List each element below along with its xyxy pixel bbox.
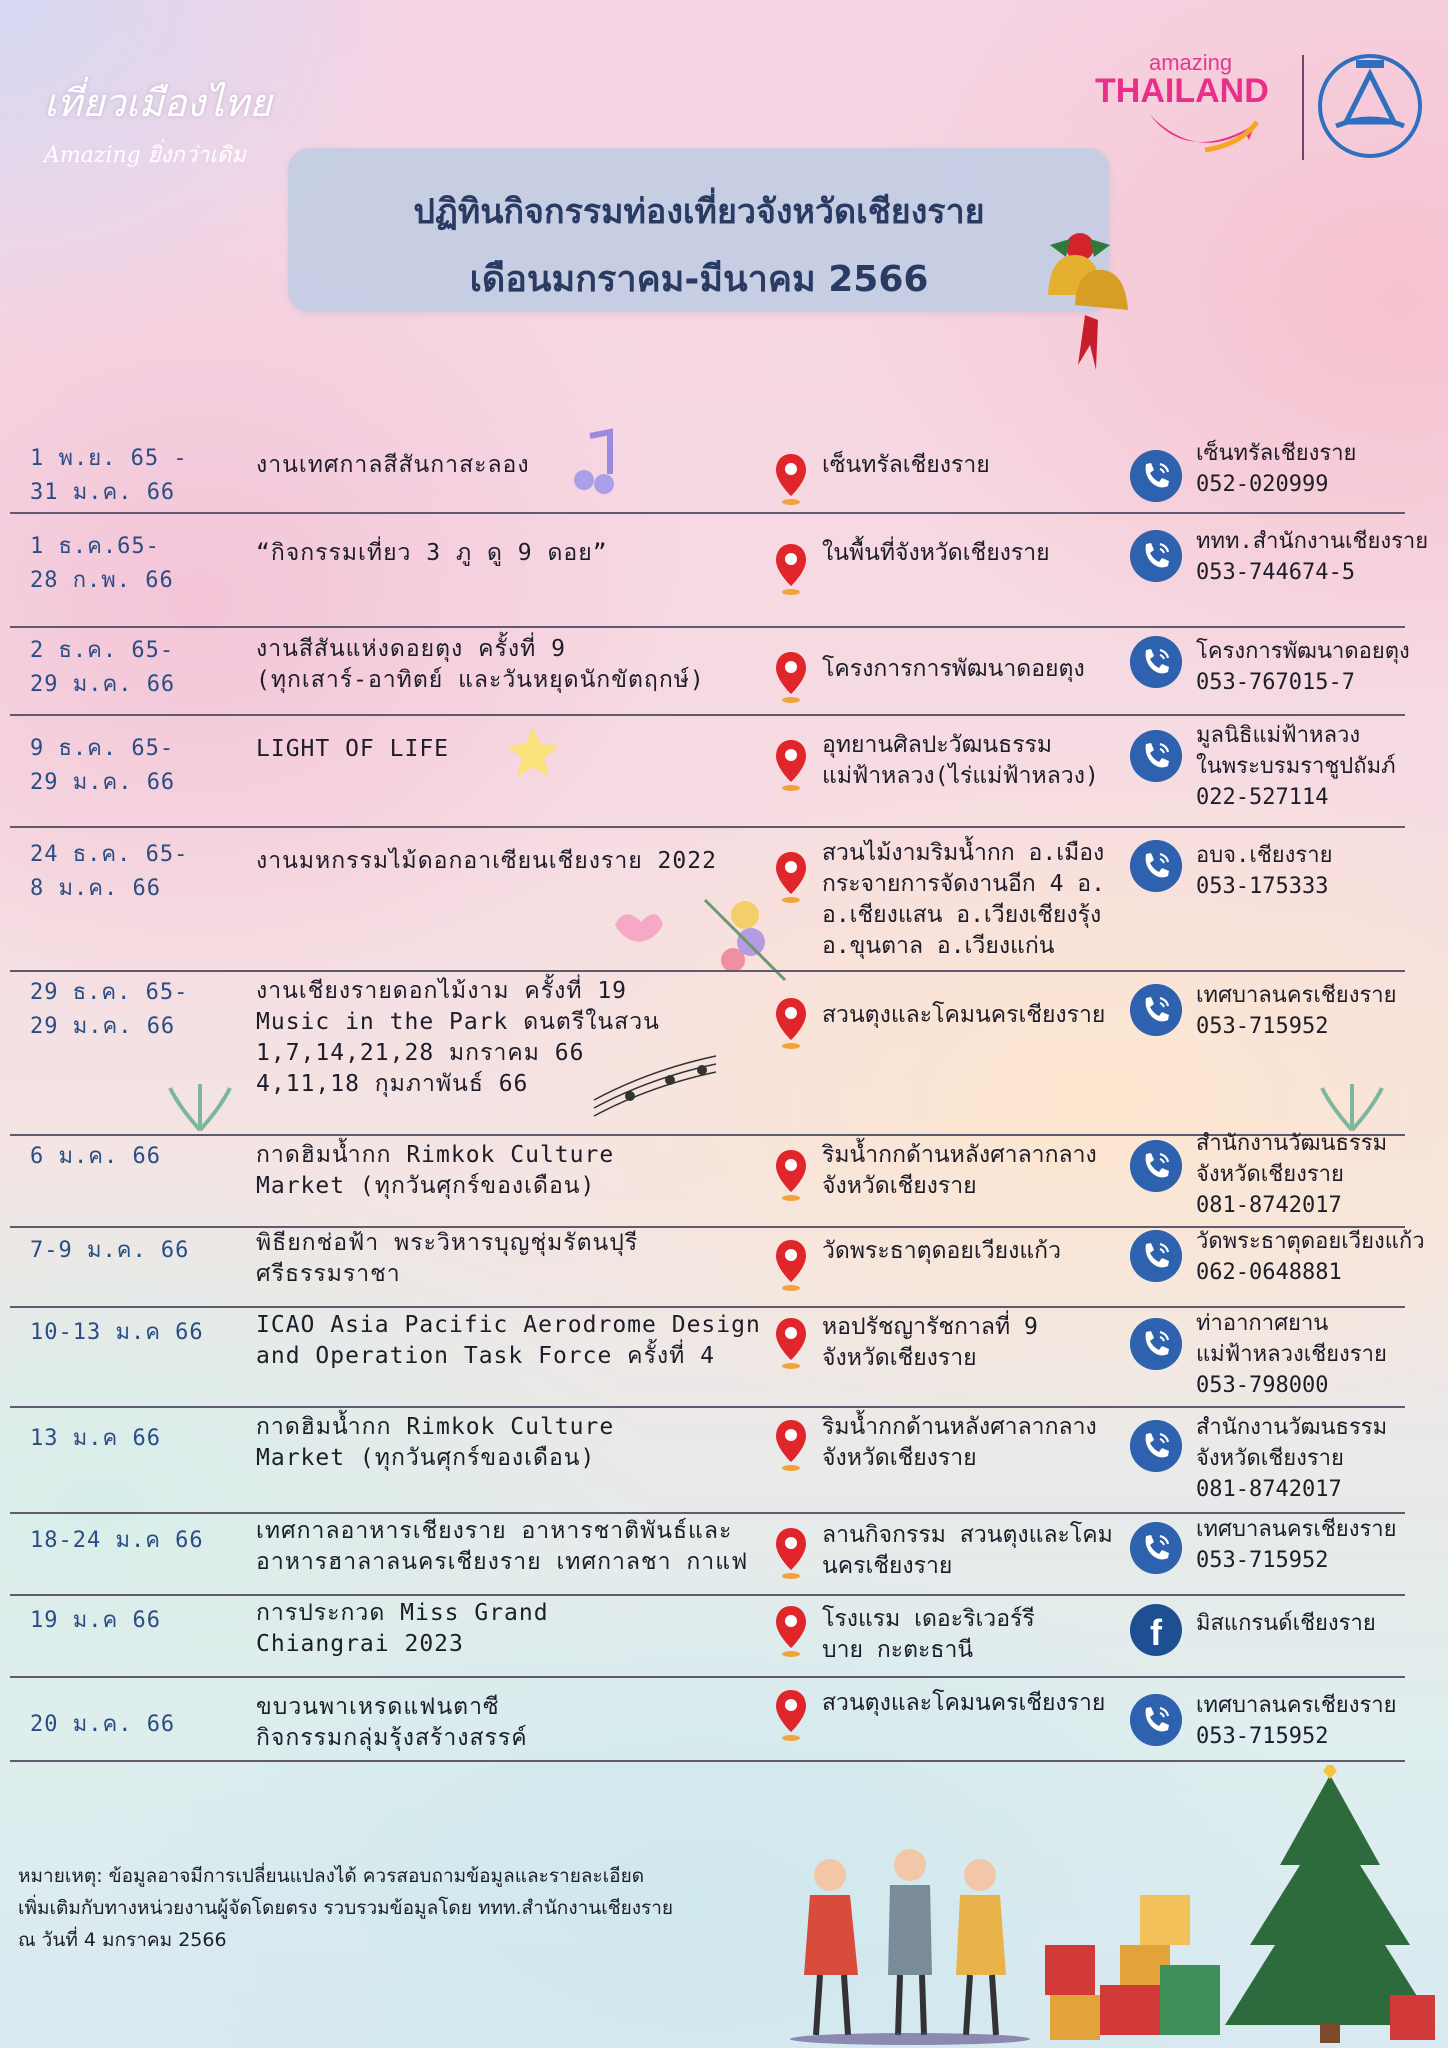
location-pin-icon [774, 996, 808, 1052]
phone-icon[interactable] [1130, 1522, 1182, 1574]
event-row [0, 976, 1397, 1134]
phone-icon[interactable] [1130, 730, 1182, 782]
row-divider [10, 1760, 1405, 1762]
event-date: 20 ม.ค. 66 [30, 1712, 176, 1737]
location-pin-icon [774, 1148, 808, 1204]
row-divider [10, 512, 1405, 514]
event-date: 24 ธ.ค. 65- 8 ม.ค. 66 [30, 842, 189, 901]
event-date: 6 ม.ค. 66 [30, 1144, 161, 1169]
row-divider [10, 970, 1405, 972]
event-row [0, 1131, 1388, 1226]
phone-icon[interactable] [1130, 984, 1182, 1036]
location-pin-icon [774, 1604, 808, 1660]
event-name: งานเทศกาลสีสันกาสะลอง [256, 452, 530, 478]
row-divider [10, 1676, 1405, 1678]
event-name: งานมหกรรมไม้ดอกอาเซียนเชียงราย 2022 [256, 848, 717, 874]
logo-divider [1302, 55, 1304, 160]
location-pin-icon [774, 738, 808, 794]
row-divider [10, 826, 1405, 828]
event-contact: สำนักงานวัฒนธรรม จังหวัดเชียงราย 081-8742017 [1196, 1131, 1388, 1218]
event-date: 9 ธ.ค. 65- 29 ม.ค. 66 [30, 736, 176, 795]
tat-seal-icon [1316, 52, 1424, 160]
event-location: ลานกิจกรรม สวนตุงและโคม นครเชียงราย [822, 1522, 1113, 1579]
event-row [0, 1412, 1388, 1512]
amazing-thailand-logo [1095, 50, 1295, 160]
event-row [0, 834, 1380, 970]
brand-tagline: Amazing ยิ่งกว่าเดิม [44, 143, 246, 168]
event-name: พิธียกช่อฟ้า พระวิหารบุญชุ่มรัตนปุรี ศรีธรรมราชา [256, 1230, 639, 1287]
phone-icon[interactable] [1130, 1694, 1182, 1746]
phone-icon[interactable] [1130, 636, 1182, 688]
event-name: “กิจกรรมเที่ยว 3 ภู ดู 9 ดอย” [256, 540, 608, 566]
event-location: สวนตุงและโคมนครเชียงราย [822, 1002, 1106, 1028]
logo-thailand-word: THAILAND [1095, 72, 1269, 110]
event-name: การประกวด Miss Grand Chiangrai 2023 [256, 1600, 549, 1657]
event-contact: เทศบาลนครเชียงราย 053-715952 [1196, 983, 1397, 1039]
row-divider [10, 1406, 1405, 1408]
event-contact: มิสแกรนด์เชียงราย [1196, 1611, 1376, 1636]
phone-icon[interactable] [1130, 1140, 1182, 1192]
event-contact: ท่าอากาศยาน แม่ฟ้าหลวงเชียงราย 053-798000 [1196, 1311, 1387, 1398]
location-pin-icon [774, 650, 808, 706]
event-location: สวนไม้งามริมน้ำกก อ.เมือง กระจายการจัดงานอีก 4 อ. อ.เชียงแสน อ.เวียงเชียงรุ้ง อ.ขุนตาล อ.เวียงแก่น [822, 840, 1105, 959]
event-location: เซ็นทรัลเชียงราย [822, 452, 990, 478]
event-location: ริมน้ำกกด้านหลังศาลากลาง จังหวัดเชียงราย [822, 1142, 1097, 1199]
footnote: หมายเหตุ: ข้อมูลอาจมีการเปลี่ยนแปลงได้ ควรสอบถามข้อมูลและรายละเอียด เพิ่มเติมกับทางหน่วยงานผู้จัดโดยตรง รวบรวมข้อมูลโดย ททท.สำนักงานเชียงราย ณ วันที่ 4 มกราคม 2566 [18, 1865, 674, 1951]
row-divider [10, 626, 1405, 628]
facebook-icon[interactable]: f [1130, 1604, 1182, 1656]
event-row [0, 1684, 1397, 1760]
event-location: วัดพระธาตุดอยเวียงแก้ว [822, 1238, 1061, 1264]
location-pin-icon [774, 1418, 808, 1474]
row-divider [10, 714, 1405, 716]
phone-icon[interactable] [1130, 1318, 1182, 1370]
event-date: 13 ม.ค 66 [30, 1426, 161, 1451]
event-name: กาดฮิมน้ำกก Rimkok Culture Market (ทุกวันศุกร์ของเดือน) [256, 1142, 615, 1199]
event-row [0, 632, 1410, 714]
phone-icon[interactable] [1130, 840, 1182, 892]
phone-icon[interactable] [1130, 1230, 1182, 1282]
event-name: กาดฮิมน้ำกก Rimkok Culture Market (ทุกวันศุกร์ของเดือน) [256, 1414, 615, 1471]
page-subtitle: เดือนมกราคม-มีนาคม 2566 [469, 259, 929, 300]
event-location: โครงการการพัฒนาดอยตุง [822, 656, 1085, 682]
event-row [0, 1311, 1387, 1406]
location-pin-icon [774, 452, 808, 508]
event-date: 29 ธ.ค. 65- 29 ม.ค. 66 [30, 980, 189, 1039]
event-row [0, 1600, 1380, 1676]
location-pin-icon [774, 1526, 808, 1582]
event-row [0, 1229, 1425, 1306]
event-date: 1 พ.ย. 65 - 31 ม.ค. 66 [30, 446, 188, 505]
event-location: อุทยานศิลปะวัฒนธรรม แม่ฟ้าหลวง(ไร่แม่ฟ้าหลวง) [822, 732, 1099, 789]
event-location: โรงแรม เดอะริเวอร์รี บาย กะตะธานี [822, 1606, 1035, 1663]
logo-amazing-word: amazing [1149, 50, 1233, 75]
event-contact: มูลนิธิแม่ฟ้าหลวง ในพระบรมราชูปถัมภ์ 022-527114 [1196, 723, 1396, 810]
brand-logo [44, 72, 271, 172]
people-celebrating-illustration [760, 1795, 1060, 2045]
event-row [0, 720, 1396, 826]
event-row [0, 518, 1429, 626]
location-pin-icon [774, 542, 808, 598]
event-name: งานสีสันแห่งดอยตุง ครั้งที่ 9 (ทุกเสาร์-อาทิตย์ และวันหยุดนักขัตฤกษ์) [256, 636, 705, 693]
event-date: 10-13 ม.ค 66 [30, 1320, 204, 1345]
event-date: 2 ธ.ค. 65- 29 ม.ค. 66 [30, 638, 176, 697]
event-name: งานเชียงรายดอกไม้งาม ครั้งที่ 19 Music in the Park ดนตรีในสวน 1,7,14,21,28 มกราคม 66 4,11,18 กุมภาพันธ์ 66 [256, 978, 660, 1097]
event-date: 18-24 ม.ค 66 [30, 1528, 204, 1553]
event-contact: ททท.สำนักงานเชียงราย 053-744674-5 [1196, 529, 1429, 585]
event-location: ในพื้นที่จังหวัดเชียงราย [822, 540, 1050, 566]
event-location: สวนตุงและโคมนครเชียงราย [822, 1690, 1106, 1716]
phone-icon[interactable] [1130, 450, 1182, 502]
event-row [0, 438, 1380, 512]
event-contact: เทศบาลนครเชียงราย 053-715952 [1196, 1693, 1397, 1749]
location-pin-icon [774, 1316, 808, 1372]
event-name: LIGHT OF LIFE [256, 736, 450, 762]
page-title: ปฏิทินกิจกรรมท่องเที่ยวจังหวัดเชียงราย [413, 192, 985, 232]
event-location: หอปรัชญารัชกาลที่ 9 จังหวัดเชียงราย [822, 1314, 1038, 1371]
event-row [0, 1517, 1397, 1594]
row-divider [10, 1594, 1405, 1596]
event-name: ขบวนพาเหรดแฟนตาซี กิจกรรมกลุ่มรุ้งสร้างสรรค์ [256, 1694, 528, 1751]
title-box [288, 148, 1110, 312]
event-contact: โครงการพัฒนาดอยตุง 053-767015-7 [1196, 639, 1410, 695]
location-pin-icon [774, 1238, 808, 1294]
event-contact: เซ็นทรัลเชียงราย 052-020999 [1196, 441, 1357, 497]
event-date: 1 ธ.ค.65- 28 ก.พ. 66 [30, 534, 174, 593]
event-contact: อบจ.เชียงราย 053-175333 [1196, 843, 1333, 899]
location-pin-icon [774, 1688, 808, 1744]
event-contact: วัดพระธาตุดอยเวียงแก้ว 062-0648881 [1196, 1229, 1425, 1285]
event-name: เทศกาลอาหารเชียงราย อาหารชาติพันธ์และ อาหารฮาลาลนครเชียงราย เทศกาลชา กาแฟ [256, 1518, 749, 1575]
event-contact: เทศบาลนครเชียงราย 053-715952 [1196, 1517, 1397, 1573]
brand-title: เที่ยวเมืองไทย [44, 81, 272, 125]
event-name: ICAO Asia Pacific Aerodrome Design and Operation Task Force ครั้งที่ 4 [256, 1312, 761, 1369]
event-location: ริมน้ำกกด้านหลังศาลากลาง จังหวัดเชียงราย [822, 1414, 1097, 1471]
event-date: 7-9 ม.ค. 66 [30, 1238, 190, 1263]
phone-icon[interactable] [1130, 1420, 1182, 1472]
location-pin-icon [774, 850, 808, 906]
christmas-bells-icon [1030, 225, 1140, 385]
event-contact: สำนักงานวัฒนธรรม จังหวัดเชียงราย 081-8742017 [1196, 1415, 1388, 1502]
event-date: 19 ม.ค 66 [30, 1608, 161, 1633]
christmas-tree-gifts-illustration [1040, 1765, 1440, 2045]
phone-icon[interactable] [1130, 530, 1182, 582]
swoosh-icon [1145, 110, 1265, 160]
